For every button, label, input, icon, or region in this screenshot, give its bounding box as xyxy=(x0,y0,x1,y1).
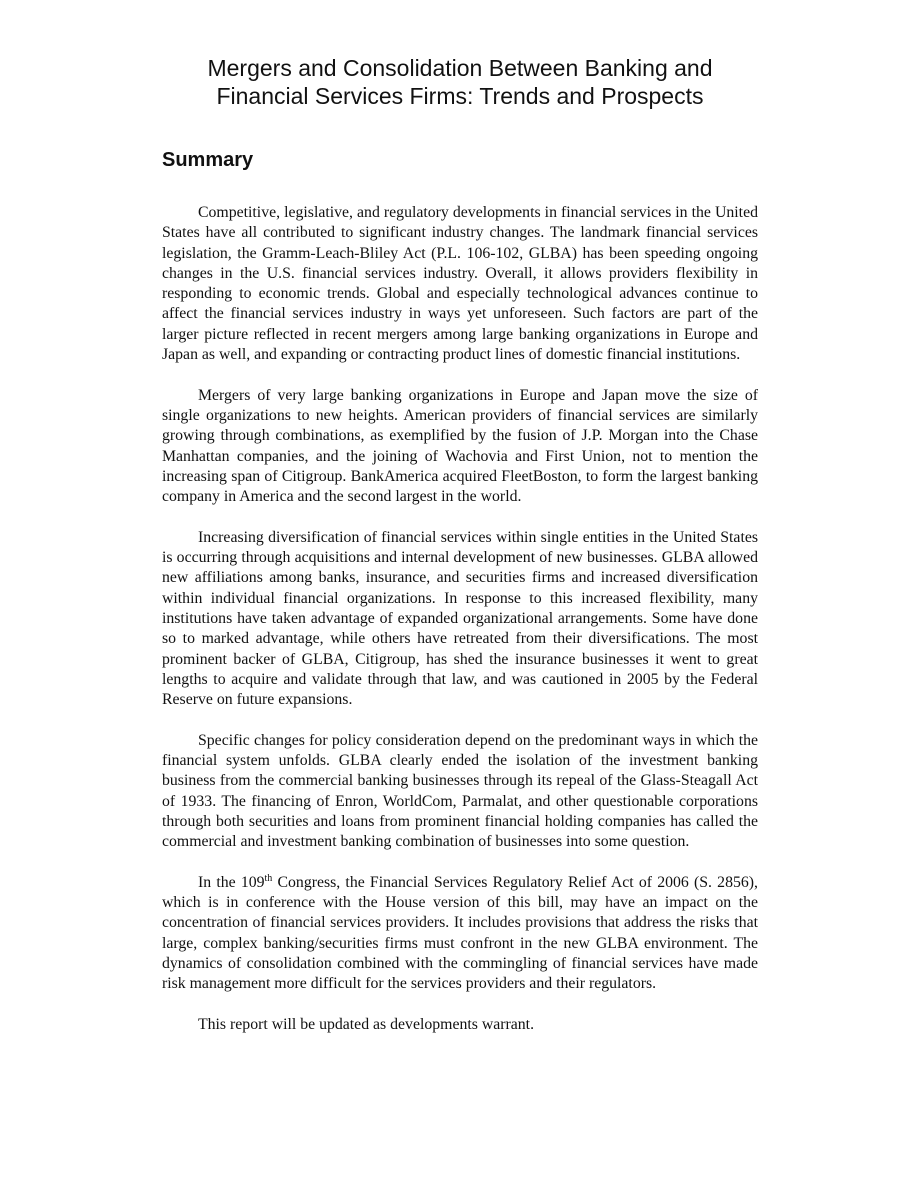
ordinal-superscript: th xyxy=(264,872,273,884)
summary-heading: Summary xyxy=(162,149,254,171)
summary-paragraph-4: Specific changes for policy consideration depend on the predominant ways in which the financial system unfolds. GLBA clearly ended the isolation of the investment banking business from the commercial banking businesses through its repeal of the Glass-Steagall Act of 1933. The financing of Enron, WorldCom, Parmalat, and other questionable corporations through both securities and loans from prominent financial holding companies has called the commercial and investment banking combination of businesses into some question. xyxy=(162,731,758,851)
summary-closing-note: This report will be updated as developments warrant. xyxy=(198,1015,535,1033)
paragraph-5-rest: Congress, the Financial Services Regulatory Relief Act of 2006 (S. 2856), which is in conference with the House version of this bill, may have an impact on the concentration of financial services providers. It includes provisions that address the risks that large, complex banking/securities firms must confront in the new GLBA environment. The dynamics of consolidation combined with the commingling of financial services have made risk management more difficult for the services providers and their regulators. xyxy=(162,873,758,993)
summary-body xyxy=(162,203,758,1055)
report-title-line-2: Financial Services Firms: Trends and Prospects xyxy=(216,83,704,109)
summary-paragraph-3: Increasing diversification of financial services within single entities in the United States is occurring through acquisitions and internal development of new businesses. GLBA allowed new affiliations among banks, insurance, and securities firms and increased diversification within individual financial organizations. In response to this increased flexibility, many institutions have taken advantage of expanded organizational arrangements. Some have done so to marked advantage, while others have retreated from their diversifications. The most prominent backer of GLBA, Citigroup, has shed the insurance businesses it went to great lengths to acquire and validate through that law, and was cautioned in 2005 by the Federal Reserve on future expansions. xyxy=(162,528,758,709)
summary-paragraph-2: Mergers of very large banking organizations in Europe and Japan move the size of single organizations to new heights. American providers of financial services are similarly growing through combinations, as exemplified by the fusion of J.P. Morgan into the Chase Manhattan companies, and the joining of Wachovia and First Union, not to mention the increasing span of Citigroup. BankAmerica acquired FleetBoston, to form the largest banking company in America and the second largest in the world. xyxy=(162,386,758,506)
report-title xyxy=(160,54,760,110)
paragraph-5-lead: In the 109 xyxy=(198,873,265,891)
summary-paragraph-5 xyxy=(162,873,758,995)
summary-paragraph-1: Competitive, legislative, and regulatory developments in financial services in the United States have all contributed to significant industry changes. The landmark financial services legislation, the Gramm-Leach-Bliley Act (P.L. 106-102, GLBA) has been speeding ongoing changes in the U.S. financial services industry. Overall, it allows providers flexibility in responding to economic trends. Global and especially technological advances continue to affect the financial services industry in ways yet unforeseen. Such factors are part of the larger picture reflected in recent mergers among large banking organizations in Europe and Japan as well, and expanding or contracting product lines of domestic financial institutions. xyxy=(162,204,758,364)
report-title-line-1: Mergers and Consolidation Between Banking and xyxy=(207,55,713,81)
